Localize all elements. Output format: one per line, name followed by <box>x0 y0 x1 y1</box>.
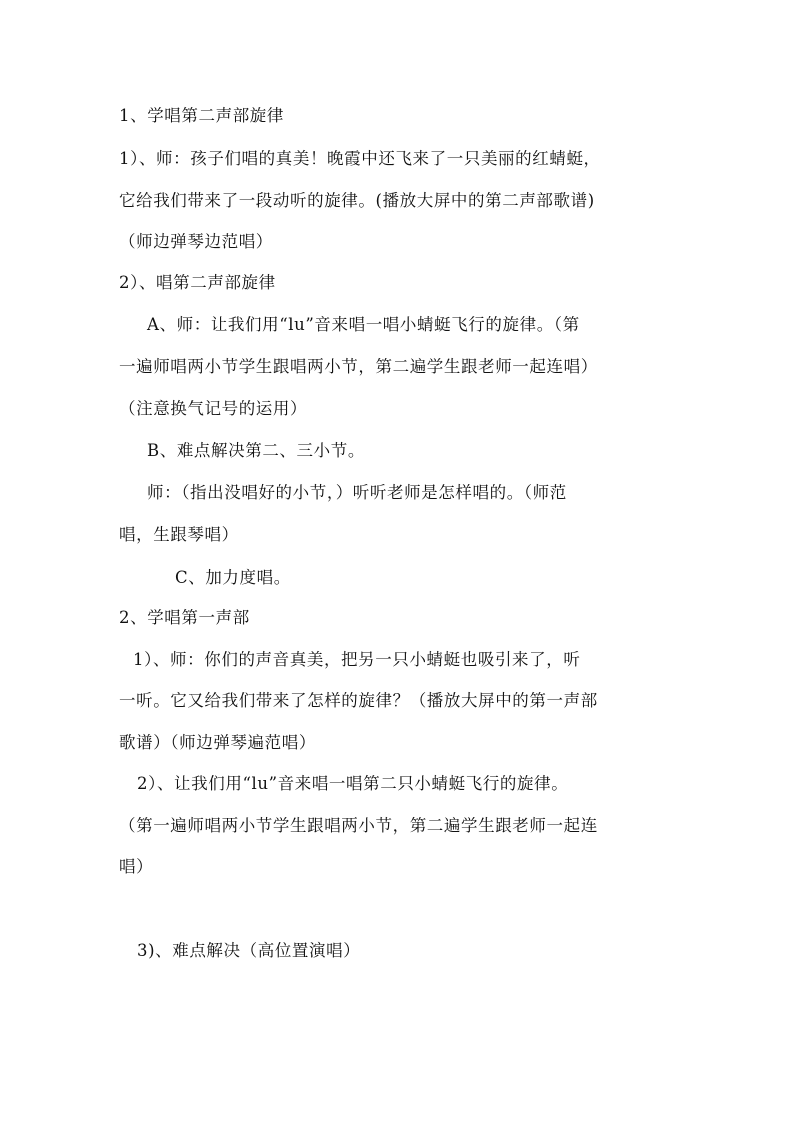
paragraph-line: 一听。它又给我们带来了怎样的旋律？（播放大屏中的第一声部 <box>119 691 598 710</box>
paragraph-line: 1）、师：你们的声音真美，把另一只小蜻蜓也吸引来了，听 <box>133 650 581 669</box>
paragraph-line: 歌谱）（师边弹琴遍范唱） <box>119 733 316 752</box>
paragraph-line: 师：（指出没唱好的小节，）听听老师是怎样唱的。（师范 <box>147 483 567 502</box>
section-heading: 1、学唱第二声部旋律 <box>119 106 284 125</box>
paragraph-line: 3)、难点解决（高位置演唱） <box>137 941 361 960</box>
paragraph-line: 2）、让我们用“lu”音来唱一唱第二只小蜻蜓飞行的旋律。 <box>137 774 569 793</box>
paragraph-line: B、难点解决第二、三小节。 <box>147 441 365 460</box>
paragraph-line: 一遍师唱两小节学生跟唱两小节，第二遍学生跟老师一起连唱） <box>119 357 598 376</box>
section-heading: 2、学唱第一声部 <box>119 608 250 627</box>
paragraph-line: （注意换气记号的运用） <box>119 399 308 418</box>
paragraph-line: 1）、师：孩子们唱的真美！晚霞中还飞来了一只美丽的红蜻蜓， <box>119 149 601 168</box>
subsection-heading: 2）、唱第二声部旋律 <box>119 273 276 292</box>
paragraph-line: （第一遍师唱两小节学生跟唱两小节，第二遍学生跟老师一起连 <box>119 816 598 835</box>
paragraph-line: （师边弹琴边范唱） <box>119 232 273 251</box>
paragraph-line: A、师：让我们用“lu”音来唱一唱小蜻蜓飞行的旋律。（第 <box>147 315 580 334</box>
paragraph-line: 唱） <box>119 857 154 876</box>
paragraph-line: 它给我们带来了一段动听的旋律。(播放大屏中的第二声部歌谱) <box>119 191 595 210</box>
paragraph-line: 唱，生跟琴唱） <box>119 525 239 544</box>
paragraph-line: C、加力度唱。 <box>175 568 291 587</box>
